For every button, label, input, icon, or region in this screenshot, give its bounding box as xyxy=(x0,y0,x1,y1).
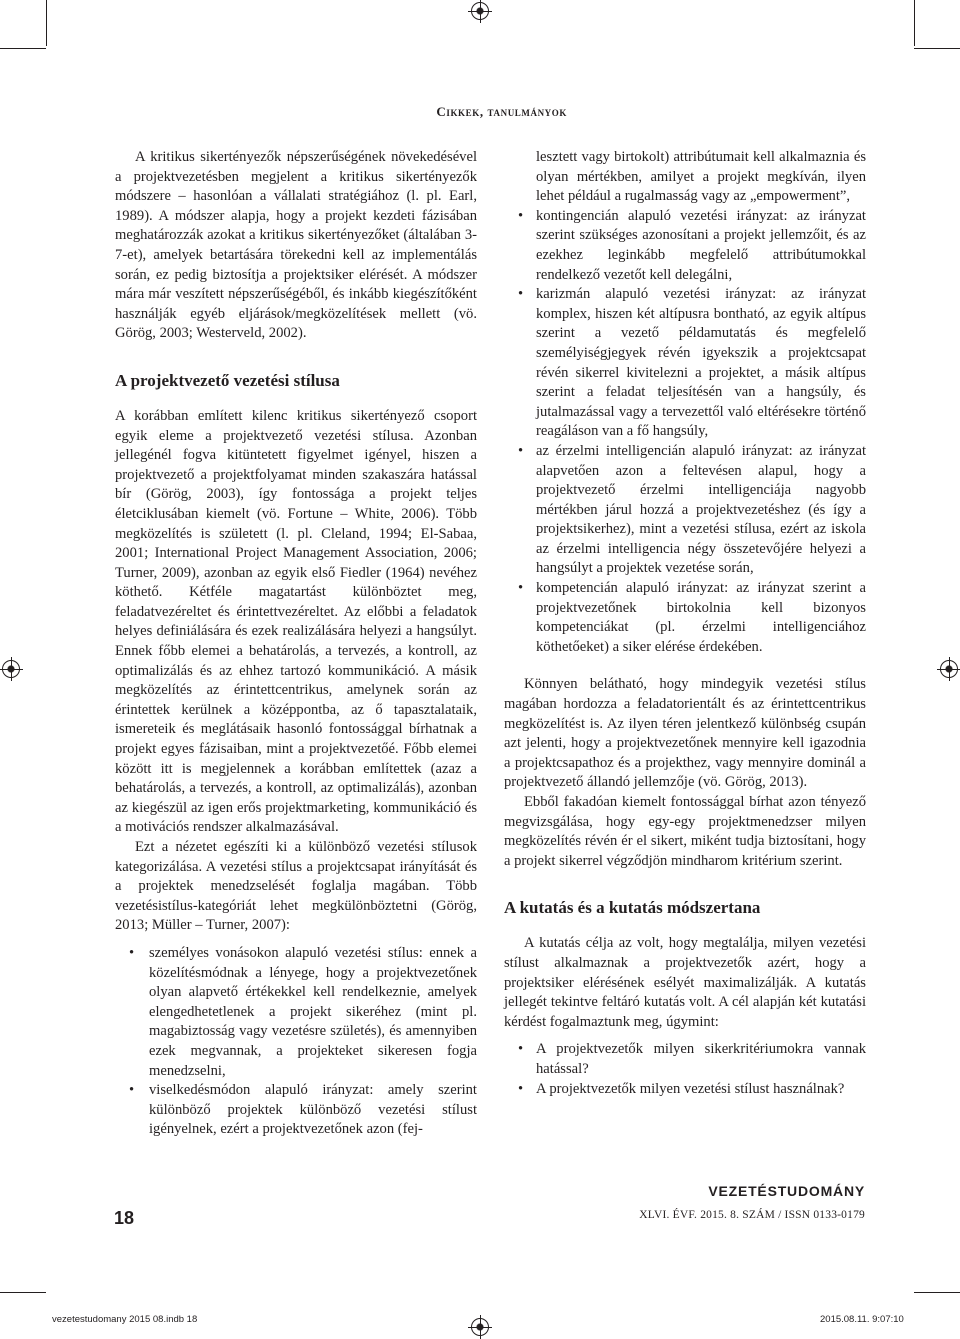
journal-name: VEZETÉSTUDOMÁNY xyxy=(708,1183,865,1199)
registration-mark-icon xyxy=(940,660,958,678)
body-paragraph: A kritikus sikertényezők népszerűségének növekedésével a projektvezetésben megjelent a kritikus sikertényezők módszere – hasonlóan a vállalati stratégiához (l. pl. Earl, 1989). A módszer alapja, hogy a projekt kezdeti fázisában meghatározzák azokat a kritikus sikertényezőket (általában 3-7-et), amelyek betartására törekedni kell az implementálás során, ez pedig biztosítja a projektsiker elérését. A módszer mára már veszített népszerűségéből, és inkább kiegészítőként használják egyéb eljárások/megközelítések mellett (vö. Görög, 2003; Westerveld, 2002). xyxy=(115,149,477,342)
crop-mark xyxy=(46,0,47,46)
issue-info: XLVI. ÉVF. 2015. 8. SZÁM / ISSN 0133-0179 xyxy=(639,1209,865,1221)
crop-mark xyxy=(914,1292,960,1293)
bullet-list xyxy=(504,1040,866,1099)
print-slug-file: vezetestudomany 2015 08.indb 18 xyxy=(52,1314,198,1325)
body-paragraph: Ebből fakadóan kiemelt fontossággal bírhat azon tényező megvizsgálása, hogy egy-egy projektmenedzser milyen megközelítés révén ér el sikert, miként tudja biztosítani, hogy a projekt sikerrel végződjön mindharom kritérium szerint. xyxy=(504,794,866,869)
registration-mark-icon xyxy=(471,2,489,20)
list-item: • személyes vonásokon alapuló vezetési stílus: ennek a közelítésmódnak a lényege, hogy a projektvezetőnek olyan alapvető értékekkel kell rendelkeznie, amelyek elengedhetetlenek a projekt sikeréhez (mint pl. magabiztosság vagy vezetésre születés), és amennyiben ezek megvannak, a projekteket sikeresen fogja menedzselni, xyxy=(115,944,477,1081)
list-item: • A projektvezetők milyen sikerkritériumokra vannak hatással? xyxy=(504,1040,866,1079)
crop-mark xyxy=(914,0,915,46)
registration-mark-icon xyxy=(471,1318,489,1336)
list-item: • viselkedésmódon alapuló irányzat: amely szerint különböző projektek különböző vezetési stílust igényelnek, ezért a projektvezetőnek azon (fej- xyxy=(115,1081,477,1140)
body-paragraph: A kutatás célja az volt, hogy megtalálja, milyen vezetési stílust alkalmaznak a projektvezetők azért, hogy a projektsiker elérésének esélyét maximalizálják. A kutatás jellegét tekintve feltáró kutatás volt. A cél alapján két kutatási kérdést fogalmaztunk meg, úgymint: xyxy=(504,935,866,1030)
bullet-list xyxy=(115,944,477,1140)
right-column xyxy=(504,148,866,1099)
list-item: • az érzelmi intelligencián alapuló irányzat: az irányzat alapvetően azon a feltevésen alapul, hogy a projektvezető érzelmi intelligenciája nagyobb mértékben járul hozzá a projektvezetéshez (és így a projektsikerhez), mint a vezetési stílusa, ezért az iskola az érzelmi intelligencia négy összetevőjére helyezi a hangsúlyt a projektek vezetése során, xyxy=(504,442,866,579)
body-paragraph: Könnyen belátható, hogy mindegyik vezetési stílus magában hordozza a feladatorientált és az érintettcentrikus megközelítést is. Az ilyen téren jelentkező különbség csupán azt jelenti, hogy a projektvezetőnek mennyire kell igazodnia a projektcsapathoz és a projekthez, vagy mennyire dominál a projektvezető állandó jellemzője (vö. Görög, 2013). xyxy=(504,676,866,791)
print-slug-time: 2015.08.11. 9:07:10 xyxy=(820,1314,904,1325)
registration-mark-icon xyxy=(2,660,20,678)
list-item: • kompetencián alapuló irányzat: az irányzat szerint a projektvezetőnek birtokolnia kell bizonyos kompetenciákat (pl. érzelmi intelligenciához köthetőeket) a siker elérése érdekében. xyxy=(504,579,866,657)
list-item: • A projektvezetők milyen vezetési stílust használnak? xyxy=(504,1080,866,1100)
left-column xyxy=(115,148,477,1140)
body-paragraph: Ezt a nézetet egészíti ki a különböző vezetési stílusok kategorizálása. A vezetési stílus a projektcsapat irányítását és a projektek menedzselését foglalja magában. Több vezetésistílus-kategóriát lehet megkülönböztetni (Görög, 2013; Müller – Turner, 2007): xyxy=(115,839,477,934)
list-item: • kontingencián alapuló vezetési irányzat: az irányzat szerint szükséges azonosítani a projekt jellemzőit, és az ezekhez leginkább megfelelő attribútumokkal rendelkező vezetőt kell delegálni, xyxy=(504,207,866,285)
running-header: Cikkek, tanulmányok xyxy=(436,104,567,119)
list-item: lesztett vagy birtokolt) attribútumait kell alkalmaznia és olyan mértékben, amilyet a projekt megkíván, ilyen lehet például a rugalmasság vagy az „empowerment”, xyxy=(536,149,866,205)
section-heading: A kutatás és a kutatás módszertana xyxy=(504,898,761,918)
page-number: 18 xyxy=(114,1208,135,1228)
crop-mark xyxy=(914,48,960,49)
list-item: • karizmán alapuló vezetési irányzat: az irányzat komplex, hiszen két altípusra bontható, az egyik altípus szerint a vezető példamutatás és megfelelő személyiségjegyek révén igyekszik a projektcsapat révén sikerrel kivitelezni a projektet, a másik altípus szerint a feladat teljesítésén van a hangsúly, és jutalmazással vagy a tervezettől való eltérésekre történő reagáláson van a fő hangsúly, xyxy=(504,285,866,442)
crop-mark xyxy=(0,1292,46,1293)
crop-mark xyxy=(0,48,46,49)
bullet-list xyxy=(504,148,866,657)
section-heading: A projektvezető vezetési stílusa xyxy=(115,370,340,390)
body-paragraph: A korábban említett kilenc kritikus sikertényező csoport egyik eleme a projektvezető vezetési stílusa. Azonban jellegénél fogva kitüntetett figyelmet igényel, hiszen a projektvezető a projektfolyamat minden szakaszára hatással bír (Görög, 2003), így fontossága a projekt teljes életciklusában kiemelt (vö. Fortune – White, 2006). Több megközelítés is született (l. pl. Cleland, 1994; El-Sabaa, 2001; International Project Management Association, 2006; Turner, 2009), azonban az egyik első Fiedler (1964) nevéhez köthető. Kétféle magatartást különböztet meg, feladatvezéreltet és érintettvezéreltet. Az előbbi a feladatok helyes definiálására és ezek realizálására helyezi a hangsúlyt. Ennek főbb elemei a behatárolás, a tervezés, a kontroll, az optimalizálás és az ehhez tartozó kommunikáció. A másik megközelítés az érintettcentrikus, amelynek során az érintettek kerülnek a középpontba, az ő tapasztalataik, ismereteik és meglátásaik hasonló fontossággal bírhatnak a projekt egyes fázisaiban, mint a projektvezetőé. Főbb elemei között itt is megjelennek a korábban említettek (azaz a behatárolás, a tervezés, a kontroll, az optimalizálás), azonban az kiegészül az igen erős projektmarketing, kommunikáció és a motivációs rendszer alkalmazásával. xyxy=(115,407,477,836)
